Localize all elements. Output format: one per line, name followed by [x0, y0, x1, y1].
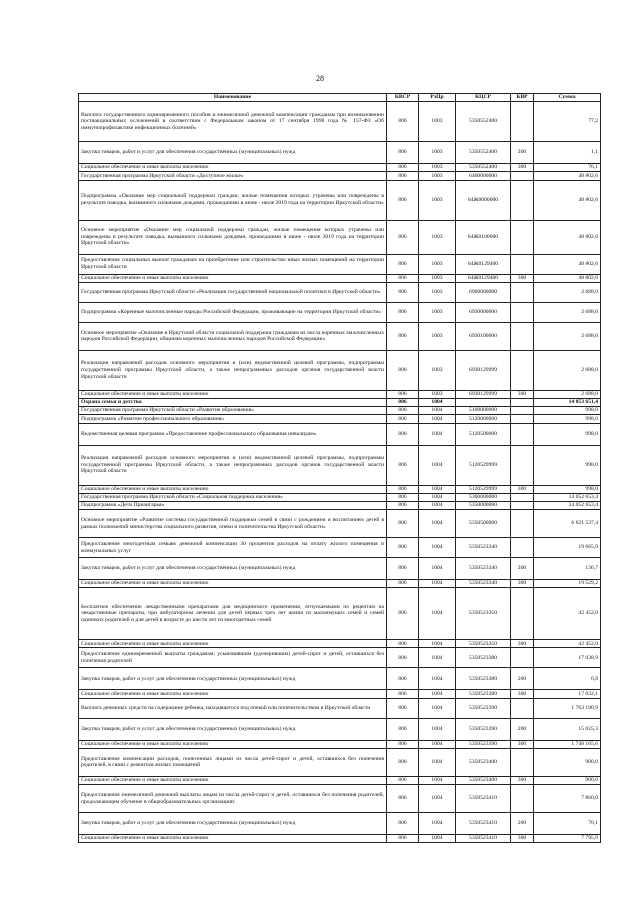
row-kvr — [511, 102, 534, 142]
row-name: Государственная программа Иркутской области «Развитие образования» — [79, 407, 387, 415]
row-kvsr: 806 — [387, 485, 419, 493]
row-sum: 1 748 165,6 — [534, 740, 601, 748]
row-sum: 48 802,6 — [534, 172, 601, 180]
row-sum: 17 032,1 — [534, 690, 601, 698]
row-name: Охрана семьи и детства — [79, 398, 387, 406]
row-rzpr: 1004 — [419, 407, 456, 415]
budget-table — [78, 93, 601, 843]
row-kcsr: 5120529999 — [456, 485, 511, 493]
row-kvsr: 806 — [387, 501, 419, 509]
row-rzpr: 1004 — [419, 510, 456, 538]
row-kcsr: 6930000000 — [456, 302, 511, 322]
row-kvsr: 806 — [387, 180, 419, 220]
row-sum: 2 688,0 — [534, 322, 601, 350]
row-kcsr: 5350523410 — [456, 813, 511, 835]
row-kvr — [511, 254, 534, 274]
row-kvsr: 806 — [387, 164, 419, 172]
row-kvsr: 806 — [387, 748, 419, 776]
header-rzpr: РзПр — [419, 94, 456, 102]
row-kvsr: 806 — [387, 274, 419, 282]
table-row — [79, 282, 601, 302]
row-name: Закупка товаров, работ и услуг для обеспечения государственных (муниципальных) нужд — [79, 142, 387, 164]
row-kvr — [511, 172, 534, 180]
row-rzpr: 1004 — [419, 668, 456, 690]
row-kvsr: 806 — [387, 510, 419, 538]
row-sum: 14 052 653,4 — [534, 501, 601, 509]
table-row — [79, 813, 601, 835]
row-rzpr: 1004 — [419, 501, 456, 509]
table-row — [79, 493, 601, 501]
row-kcsr: 6900000000 — [456, 282, 511, 302]
row-kcsr: 5350523380 — [456, 648, 511, 668]
row-kvr: 300 — [511, 835, 534, 843]
table-row — [79, 398, 601, 406]
row-sum: 2 688,0 — [534, 350, 601, 390]
row-name: Социальное обеспечение и иные выплаты населению — [79, 776, 387, 784]
row-kvr: 200 — [511, 668, 534, 690]
row-sum: 2 688,0 — [534, 390, 601, 398]
row-kvsr: 806 — [387, 350, 419, 390]
row-sum: 19 665,9 — [534, 538, 601, 558]
row-kcsr: 6930129999 — [456, 390, 511, 398]
row-kcsr: 5350523340 — [456, 558, 511, 580]
row-name: Закупка товаров, работ и услуг для обеспечения государственных (муниципальных) нужд — [79, 813, 387, 835]
row-kvsr: 806 — [387, 698, 419, 718]
row-name: Бесплатное обеспечение лекарственными препаратами для медицинского применения, отпускаемыми по рецептам на лекарственные препараты, при амбулаторном лечении для детей первых трех лет жизни из малоимущих семей и семей одиноких родителей и для детей в возрасте до шести лет из многодетных семей — [79, 588, 387, 640]
row-kvsr: 806 — [387, 493, 419, 501]
row-kvr: 200 — [511, 142, 534, 164]
row-kcsr: 5350523390 — [456, 740, 511, 748]
row-rzpr: 1003 — [419, 220, 456, 254]
row-kvr: 300 — [511, 740, 534, 748]
row-kcsr: 5350552400 — [456, 142, 511, 164]
table-row — [79, 423, 601, 445]
row-rzpr: 1003 — [419, 282, 456, 302]
row-sum: 14 052 653,4 — [534, 493, 601, 501]
row-name: Закупка товаров, работ и услуг для обеспечения государственных (муниципальных) нужд — [79, 558, 387, 580]
table-row — [79, 274, 601, 282]
row-kcsr: 5350523350 — [456, 588, 511, 640]
row-name: Основное мероприятие «Оказание мер социальной поддержки граждан, жилые помещения которых утрачены или повреждены в результате паводка, вызванного сильными дождями, прошедшими в июне - июле 2019 года на территории Иркутской области» — [79, 220, 387, 254]
row-sum: 2 688,0 — [534, 302, 601, 322]
row-rzpr: 1004 — [419, 558, 456, 580]
table-row — [79, 302, 601, 322]
row-kcsr: 5350523380 — [456, 668, 511, 690]
row-sum: 7 795,9 — [534, 835, 601, 843]
row-name: Реализация направлений расходов основного мероприятия и (или) ведомственной целевой программы, подпрограммы государственной программы Иркутской области, а также непрограммных расходов органов государственной власти Иркутской области — [79, 350, 387, 390]
row-rzpr: 1004 — [419, 640, 456, 648]
row-rzpr: 1004 — [419, 835, 456, 843]
row-kvr: 300 — [511, 485, 534, 493]
row-kcsr: 5100000000 — [456, 407, 511, 415]
table-row — [79, 180, 601, 220]
row-kvr: 300 — [511, 390, 534, 398]
row-kvr — [511, 423, 534, 445]
row-kvr — [511, 588, 534, 640]
row-kvr — [511, 493, 534, 501]
table-row — [79, 640, 601, 648]
row-kvsr: 806 — [387, 407, 419, 415]
row-kvsr: 806 — [387, 785, 419, 813]
table-row — [79, 718, 601, 740]
row-sum: 2 688,0 — [534, 282, 601, 302]
row-kcsr: 5120000000 — [456, 415, 511, 423]
table-row — [79, 445, 601, 485]
row-kvr — [511, 415, 534, 423]
row-kvr: 300 — [511, 580, 534, 588]
row-rzpr: 1004 — [419, 698, 456, 718]
header-sum: Сумма — [534, 94, 601, 102]
row-kcsr: 5120529999 — [456, 445, 511, 485]
row-name: Государственная программа Иркутской области «Доступное жилье» — [79, 172, 387, 180]
row-name: Социальное обеспечение и иные выплаты населению — [79, 835, 387, 843]
row-name: Социальное обеспечение и иные выплаты населению — [79, 740, 387, 748]
row-kvr — [511, 282, 534, 302]
row-kvsr: 806 — [387, 558, 419, 580]
row-kvr — [511, 510, 534, 538]
row-kvr — [511, 220, 534, 254]
row-sum: 998,0 — [534, 407, 601, 415]
table-row — [79, 164, 601, 172]
row-kvr: 300 — [511, 776, 534, 784]
row-rzpr: 1003 — [419, 180, 456, 220]
table-row — [79, 322, 601, 350]
row-kcsr: 5350523410 — [456, 835, 511, 843]
row-kcsr: 5350523380 — [456, 690, 511, 698]
row-kvr: 300 — [511, 640, 534, 648]
header-kvsr: КВСР — [387, 94, 419, 102]
row-name: Социальное обеспечение и иные выплаты населению — [79, 640, 387, 648]
row-name: Социальное обеспечение и иные выплаты населению — [79, 580, 387, 588]
row-name: Реализация направлений расходов основного мероприятия и (или) ведомственной целевой программы, подпрограммы государственной программы Иркутской области, а также непрограммных расходов органов государственной власти Иркутской области — [79, 445, 387, 485]
row-sum: 1,1 — [534, 142, 601, 164]
row-kvsr: 806 — [387, 640, 419, 648]
row-name: Социальное обеспечение и иные выплаты населению — [79, 390, 387, 398]
row-kcsr: 5350523340 — [456, 580, 511, 588]
row-kvr — [511, 350, 534, 390]
row-kvr: 300 — [511, 690, 534, 698]
row-rzpr: 1004 — [419, 588, 456, 640]
row-kvsr: 806 — [387, 142, 419, 164]
row-rzpr: 1003 — [419, 102, 456, 142]
row-name: Подпрограмма «Дети Приангарья» — [79, 501, 387, 509]
row-kcsr: 5350500000 — [456, 510, 511, 538]
table-row — [79, 740, 601, 748]
row-kvr — [511, 180, 534, 220]
header-kvr: КВР — [511, 94, 534, 102]
table-row — [79, 668, 601, 690]
row-kcsr: 5300000000 — [456, 493, 511, 501]
row-rzpr: 1004 — [419, 718, 456, 740]
row-rzpr: 1004 — [419, 398, 456, 406]
row-kcsr: 5350523390 — [456, 718, 511, 740]
row-name: Предоставление ежемесячной денежной выплаты лицам из числа детей-сирот и детей, оставшихся без попечения родителей, продолжающим обучение в общеобразовательных организациях — [79, 785, 387, 813]
table-row — [79, 588, 601, 640]
row-rzpr: 1004 — [419, 648, 456, 668]
row-sum: 42 452,0 — [534, 588, 601, 640]
row-kcsr: 6930100000 — [456, 322, 511, 350]
row-kcsr: 5350000000 — [456, 501, 511, 509]
row-kvsr: 806 — [387, 580, 419, 588]
row-kvsr: 806 — [387, 220, 419, 254]
row-sum: 42 452,0 — [534, 640, 601, 648]
row-name: Закупка товаров, работ и услуг для обеспечения государственных (муниципальных) нужд — [79, 668, 387, 690]
row-sum: 48 802,6 — [534, 220, 601, 254]
row-kvsr: 806 — [387, 302, 419, 322]
row-kcsr: 5350523410 — [456, 785, 511, 813]
row-kvr — [511, 398, 534, 406]
row-name: Государственная программа Иркутской области «Реализация государственной национальной политики в Иркутской области» — [79, 282, 387, 302]
row-kcsr: 64Ж0129400 — [456, 254, 511, 274]
row-kvr: 300 — [511, 164, 534, 172]
table-row — [79, 835, 601, 843]
row-kvsr: 806 — [387, 648, 419, 668]
row-rzpr: 1003 — [419, 350, 456, 390]
row-kvr: 300 — [511, 274, 534, 282]
page-number: 28 — [316, 74, 324, 83]
row-rzpr: 1003 — [419, 274, 456, 282]
row-name: Предоставление социальных выплат гражданам на приобретение или строительство иных жилых помещений на территории Иркутской области — [79, 254, 387, 274]
table-row — [79, 142, 601, 164]
row-kvsr: 806 — [387, 415, 419, 423]
table-row — [79, 748, 601, 776]
row-kvsr: 806 — [387, 254, 419, 274]
row-name: Подпрограмма «Оказание мер социальной поддержки граждан, жилые помещения которых утрачены или повреждены в результате паводка, вызванного сильными дождями, прошедшими в июне - июле 2019 года на территории Иркутской области» — [79, 180, 387, 220]
row-rzpr: 1004 — [419, 485, 456, 493]
row-rzpr: 1004 — [419, 580, 456, 588]
table-row — [79, 558, 601, 580]
row-sum: 70,1 — [534, 813, 601, 835]
table-row — [79, 407, 601, 415]
row-kvr: 200 — [511, 558, 534, 580]
table-row — [79, 172, 601, 180]
row-kvsr: 806 — [387, 588, 419, 640]
row-name: Предоставление многодетным семьям денежной компенсации 30 процентов расходов на оплату жилого помещения и коммунальных услуг — [79, 538, 387, 558]
row-kvsr: 806 — [387, 398, 419, 406]
row-kvr — [511, 445, 534, 485]
row-name: Выплата денежных средств на содержание ребенка, находящегося под опекой или попечительством в Иркутской области — [79, 698, 387, 718]
row-sum: 998,0 — [534, 445, 601, 485]
row-kvsr: 806 — [387, 172, 419, 180]
row-sum: 14 053 651,4 — [534, 398, 601, 406]
row-kcsr: 64Ж0000000 — [456, 180, 511, 220]
row-kvr — [511, 302, 534, 322]
row-name: Социальное обеспечение и иные выплаты населению — [79, 274, 387, 282]
row-sum: 48 802,6 — [534, 180, 601, 220]
row-name: Основное мероприятие «Развитие системы государственной поддержки семей в связи с рождением и воспитанием детей в рамках полномочий министерства социального развития, опеки и попечительства Иркутской области» — [79, 510, 387, 538]
row-kvr: 200 — [511, 718, 534, 740]
row-name: Подпрограмма «Коренные малочисленные народы Российской Федерации, проживающие на территории Иркутской области» — [79, 302, 387, 322]
table-row — [79, 538, 601, 558]
row-kvr: 200 — [511, 813, 534, 835]
table-row — [79, 698, 601, 718]
row-name: Социальное обеспечение и иные выплаты населению — [79, 690, 387, 698]
row-sum: 900,0 — [534, 748, 601, 776]
row-kvsr: 806 — [387, 102, 419, 142]
row-rzpr: 1004 — [419, 785, 456, 813]
row-kcsr: 6930129999 — [456, 350, 511, 390]
row-kcsr: 5350523400 — [456, 776, 511, 784]
row-kvsr: 806 — [387, 322, 419, 350]
row-kcsr: 5350552400 — [456, 164, 511, 172]
row-name: Закупка товаров, работ и услуг для обеспечения государственных (муниципальных) нужд — [79, 718, 387, 740]
row-kcsr: 64Ж0100000 — [456, 220, 511, 254]
row-sum: 48 802,6 — [534, 274, 601, 282]
row-name: Основное мероприятие «Оказание в Иркутской области социальной поддержки гражданам из числа коренных малочисленных народов Российской Федерации, общинам коренных малочисленных народов Российской Федерации» — [79, 322, 387, 350]
row-rzpr: 1003 — [419, 254, 456, 274]
row-sum: 998,0 — [534, 485, 601, 493]
row-kcsr: 5120500000 — [456, 423, 511, 445]
row-kvr — [511, 322, 534, 350]
row-name: Подпрограмма «Развитие профессионального образования» — [79, 415, 387, 423]
row-kvr — [511, 407, 534, 415]
table-header-row — [79, 94, 601, 102]
row-kvsr: 806 — [387, 690, 419, 698]
row-sum: 19 529,2 — [534, 580, 601, 588]
row-rzpr: 1004 — [419, 493, 456, 501]
row-kcsr: 5350523350 — [456, 640, 511, 648]
row-kvr — [511, 648, 534, 668]
row-kcsr: 5350523400 — [456, 748, 511, 776]
row-rzpr: 1004 — [419, 538, 456, 558]
table-row — [79, 485, 601, 493]
row-kvr — [511, 501, 534, 509]
row-kcsr: 5350552400 — [456, 102, 511, 142]
row-sum: 17 038,9 — [534, 648, 601, 668]
row-rzpr: 1004 — [419, 740, 456, 748]
row-kvr — [511, 748, 534, 776]
row-kvsr: 806 — [387, 718, 419, 740]
row-sum: 15 025,3 — [534, 718, 601, 740]
row-rzpr: 1003 — [419, 164, 456, 172]
row-name: Государственная программа Иркутской области «Социальная поддержка населения» — [79, 493, 387, 501]
row-kvsr: 806 — [387, 813, 419, 835]
table-row — [79, 390, 601, 398]
table-row — [79, 350, 601, 390]
row-kvsr: 806 — [387, 668, 419, 690]
table-row — [79, 220, 601, 254]
table-row — [79, 102, 601, 142]
table-row — [79, 415, 601, 423]
row-name: Социальное обеспечение и иные выплаты населению — [79, 164, 387, 172]
row-sum: 76,1 — [534, 164, 601, 172]
row-rzpr: 1004 — [419, 423, 456, 445]
header-kcsr: КЦСР — [456, 94, 511, 102]
row-kvsr: 806 — [387, 776, 419, 784]
row-kcsr: 5350523390 — [456, 698, 511, 718]
row-kvr — [511, 698, 534, 718]
row-rzpr: 1003 — [419, 390, 456, 398]
row-kvsr: 806 — [387, 740, 419, 748]
row-kvsr: 806 — [387, 423, 419, 445]
row-rzpr: 1003 — [419, 322, 456, 350]
row-kvsr: 806 — [387, 282, 419, 302]
table-row — [79, 785, 601, 813]
table-row — [79, 776, 601, 784]
row-sum: 136,7 — [534, 558, 601, 580]
row-rzpr: 1004 — [419, 415, 456, 423]
header-name: Наименование — [79, 94, 387, 102]
row-sum: 998,0 — [534, 415, 601, 423]
row-sum: 48 802,6 — [534, 254, 601, 274]
row-kvr — [511, 538, 534, 558]
row-kvr — [511, 785, 534, 813]
row-rzpr: 1004 — [419, 813, 456, 835]
table-row — [79, 690, 601, 698]
row-name: Ведомственная целевая программа «Предоставление профессионального образования инвалидам» — [79, 423, 387, 445]
row-kvsr: 806 — [387, 445, 419, 485]
row-sum: 1 763 190,9 — [534, 698, 601, 718]
row-kcsr: 64Ж0129400 — [456, 274, 511, 282]
row-sum: 6,8 — [534, 668, 601, 690]
table-row — [79, 648, 601, 668]
row-name: Предоставление компенсации расходов, понесенных лицами из числа детей-сирот и детей, оставшихся без попечения родителей, в связи с ремонтом жилых помещений — [79, 748, 387, 776]
row-name: Выплата государственного единовременного пособия и ежемесячной денежной компенсации гражданам при возникновении поствакцинальных осложнений в соответствии с Федеральным законом от 17 сентября 1998 года № 157-ФЗ «Об иммунопрофилактике инфекционных болезней» — [79, 102, 387, 142]
row-sum: 77,2 — [534, 102, 601, 142]
row-rzpr: 1003 — [419, 142, 456, 164]
table-row — [79, 254, 601, 274]
row-sum: 6 621 537,4 — [534, 510, 601, 538]
table-row — [79, 501, 601, 509]
row-kvsr: 806 — [387, 538, 419, 558]
row-kvsr: 806 — [387, 835, 419, 843]
row-sum: 998,0 — [534, 423, 601, 445]
row-kcsr: 5350523340 — [456, 538, 511, 558]
row-rzpr: 1004 — [419, 690, 456, 698]
row-name: Предоставление единовременной выплаты гражданам, усыновившим (удочерившим) детей-сирот и детей, оставшихся без попечения родителей — [79, 648, 387, 668]
row-rzpr: 1004 — [419, 776, 456, 784]
row-kcsr: 6400000000 — [456, 172, 511, 180]
row-sum: 7 860,0 — [534, 785, 601, 813]
row-rzpr: 1003 — [419, 172, 456, 180]
row-rzpr: 1004 — [419, 445, 456, 485]
table-row — [79, 510, 601, 538]
table-row — [79, 580, 601, 588]
row-name: Социальное обеспечение и иные выплаты населению — [79, 485, 387, 493]
row-sum: 900,0 — [534, 776, 601, 784]
row-rzpr: 1003 — [419, 302, 456, 322]
row-kcsr — [456, 398, 511, 406]
row-kvsr: 806 — [387, 390, 419, 398]
row-rzpr: 1004 — [419, 748, 456, 776]
